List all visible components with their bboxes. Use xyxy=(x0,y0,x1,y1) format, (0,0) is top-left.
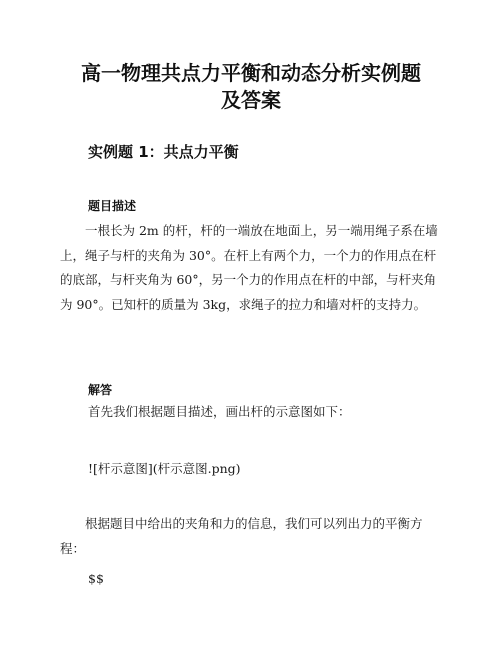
answer-heading: 解答 xyxy=(88,383,113,397)
section-title: 实例题 1：共点力平衡 xyxy=(88,143,239,161)
math-delimiter: $$ xyxy=(88,571,104,586)
image-markdown-line: ![杆示意图](杆示意图.png) xyxy=(88,461,241,476)
equation-intro-paragraph: 根据题目中给出的夹角和力的信息，我们可以列出力的平衡方程： xyxy=(60,516,423,556)
answer-intro-line: 首先我们根据题目描述，画出杆的示意图如下： xyxy=(88,404,351,419)
description-paragraph: 一根长为 2m 的杆，杆的一端放在地面上，另一端用绳子系在墙上，绳子与杆的夹角为 30°。在杆上有两个力，一个力的作用点在杆的底部，与杆夹角为 60°，另一个力的作用点在杆的中部，与杆夹角为 90°。已知杆的质量为 3kg，求绳子的拉力和墙对杆的支持力。 xyxy=(60,223,438,312)
description-heading: 题目描述 xyxy=(88,199,137,213)
document-title: 高一物理共点力平衡和动态分析实例题及答案 xyxy=(81,61,421,112)
